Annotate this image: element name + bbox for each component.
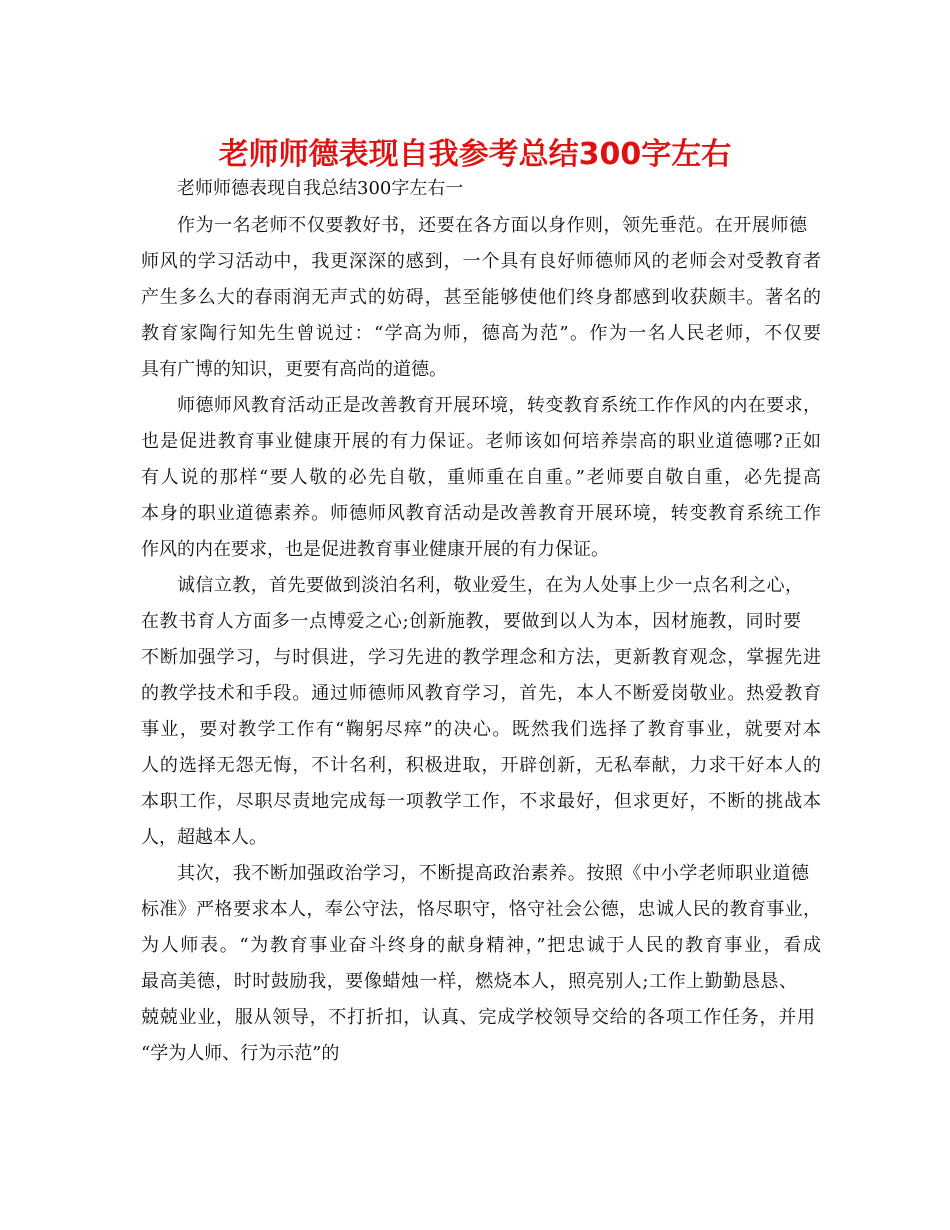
paragraph-line: 本职工作，尽职尽责地完成每一项教学工作，不求最好，但求更好，不断的挑战本 <box>141 791 821 812</box>
paragraph-line: 的教学技术和手段。通过师德师风教育学习，首先，本人不断爱岗敬业。热爱教育 <box>141 683 821 704</box>
paragraph-line: 其次，我不断加强政治学习，不断提高政治素养。按照《中小学老师职业道德 <box>177 863 809 884</box>
paragraph-line: 在教书育人方面多一点博爱之心;创新施教，要做到以人为本，因材施教，同时要 <box>141 611 801 632</box>
subtitle-line: 老师师德表现自我总结300字左右一 <box>177 178 464 199</box>
paragraph-line: 为人师表。“为教育事业奋斗终身的献身精神，”把忠诚于人民的教育事业，看成 <box>141 935 821 956</box>
paragraph-line: 有人说的那样“要人敬的必先自敬，重师重在自重。”老师要自敬自重，必先提高 <box>141 467 821 488</box>
paragraph-line: 事业，要对教学工作有“鞠躬尽瘁”的决心。既然我们选择了教育事业，就要对本 <box>141 719 821 740</box>
paragraph-line: 本身的职业道德素养。师德师风教育活动是改善教育开展环境，转变教育系统工作 <box>141 503 821 524</box>
paragraph-line: 标准》严格要求本人，奉公守法，恪尽职守，恪守社会公德，忠诚人民的教育事业， <box>141 899 821 920</box>
paragraph-line: 师风的学习活动中，我更深深的感到，一个具有良好师德师风的老师会对受教育者 <box>141 251 821 272</box>
paragraph-line: 不断加强学习，与时俱进，学习先进的教学理念和方法，更新教育观念，掌握先进 <box>141 647 821 668</box>
paragraph-line: 兢兢业业，服从领导，不打折扣，认真、完成学校领导交给的各项工作任务，并用 <box>141 1007 815 1028</box>
paragraph-line: 作为一名老师不仅要教好书，还要在各方面以身作则，领先垂范。在开展师德 <box>177 215 807 236</box>
paragraph-line: 诚信立教，首先要做到淡泊名利，敬业爱生，在为人处事上少一点名利之心， <box>177 575 803 596</box>
paragraph-line: 最高美德，时时鼓励我，要像蜡烛一样，燃烧本人，照亮别人;工作上勤勤恳恳、 <box>141 971 797 992</box>
paragraph-line: 也是促进教育事业健康开展的有力保证。老师该如何培养崇高的职业道德哪?正如 <box>141 431 821 452</box>
paragraph-line: 人的选择无怨无悔，不计名利，积极进取，开辟创新，无私奉献，力求干好本人的 <box>141 755 821 776</box>
paragraph-line: “学为人师、行为示范”的 <box>141 1043 340 1064</box>
paragraph-line: 人，超越本人。 <box>141 827 267 848</box>
paragraph-line: 师德师风教育活动正是改善教育开展环境，转变教育系统工作作风的内在要求， <box>177 395 821 416</box>
paragraph-line: 教育家陶行知先生曾说过：“学高为师，德高为范”。作为一名人民老师，不仅要 <box>141 323 821 344</box>
document-title: 老师师德表现自我参考总结300字左右 <box>218 137 732 172</box>
paragraph-line: 作风的内在要求，也是促进教育事业健康开展的有力保证。 <box>141 539 609 560</box>
paragraph-line: 产生多么大的春雨润无声式的妨碍，甚至能够使他们终身都感到收获颇丰。著名的 <box>141 287 821 308</box>
paragraph-line: 具有广博的知识，更要有高尚的道德。 <box>141 359 447 380</box>
